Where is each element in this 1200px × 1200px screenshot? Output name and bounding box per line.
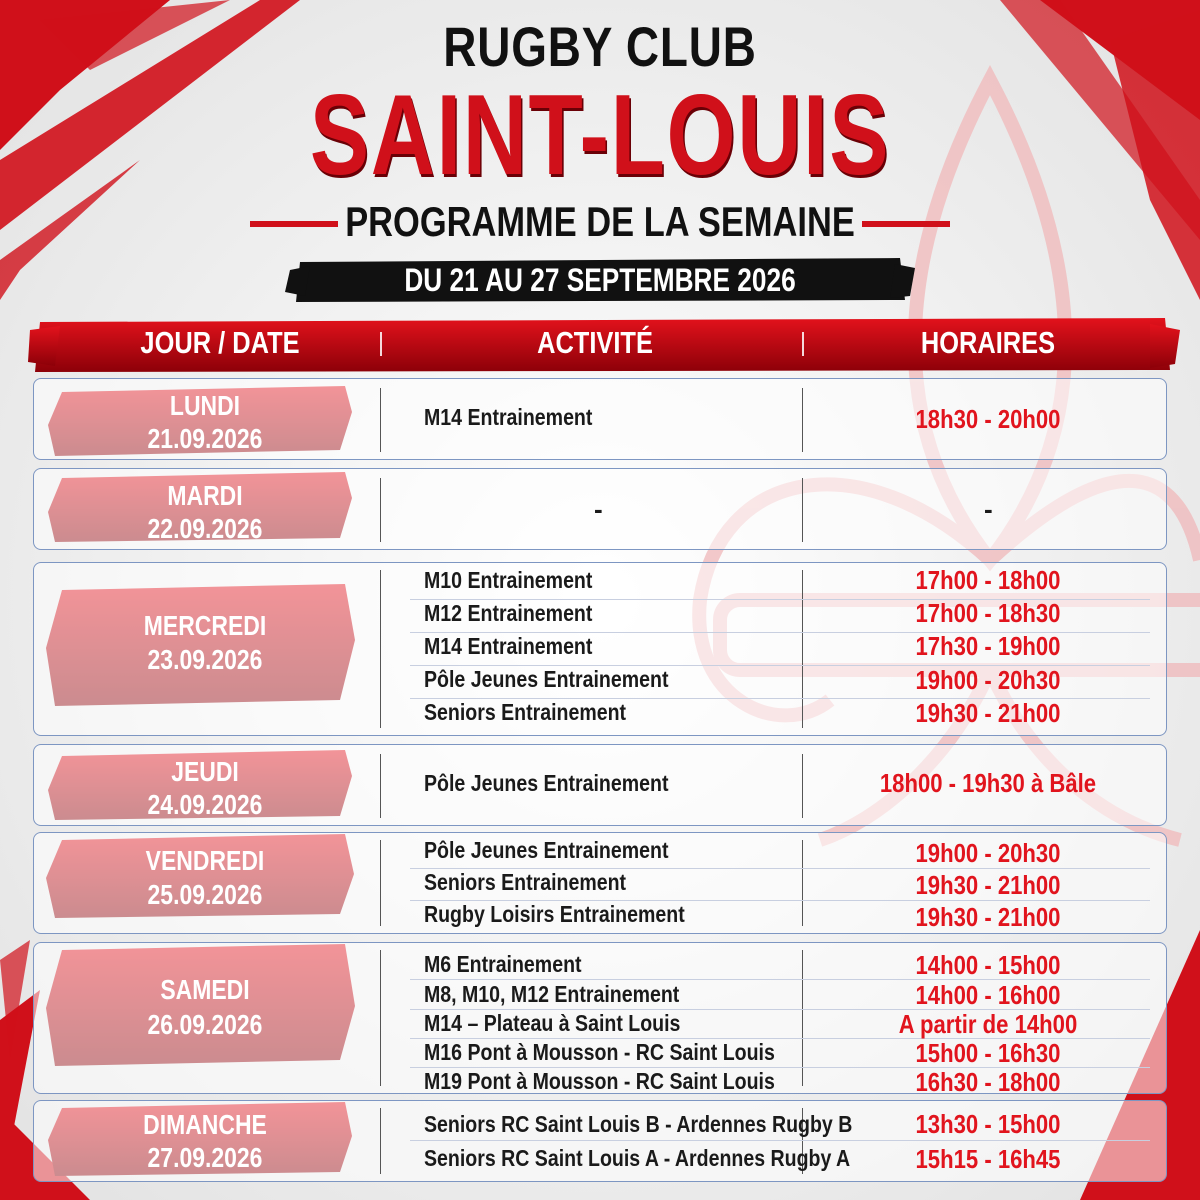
time-text: 19h00 - 20h30 (915, 838, 1061, 868)
row-divider (380, 754, 381, 818)
day-name: VENDREDI (145, 845, 265, 876)
time-text: 19h00 - 20h30 (915, 665, 1061, 695)
activity-text: M6 Entrainement (424, 951, 582, 977)
time-text: 17h00 - 18h30 (915, 598, 1061, 628)
activity-text: M10 Entrainement (424, 567, 593, 593)
time-text: 19h30 - 21h00 (915, 902, 1061, 932)
time-text: 18h00 - 19h30 à Bâle (879, 768, 1097, 798)
column-header-day: JOUR / DATE (140, 325, 300, 360)
activity-text: Seniors RC Saint Louis B - Ardennes Rugby B (424, 1111, 853, 1137)
date-range: DU 21 AU 27 SEPTEMBRE 2026 (404, 262, 796, 298)
day-name: MERCREDI (143, 610, 267, 641)
time-text: 15h15 - 16h45 (915, 1144, 1061, 1174)
club-name-title: SAINT-LOUIS (309, 72, 891, 199)
day-name: MARDI (167, 480, 243, 511)
activity-text: Pôle Jeunes Entrainement (424, 770, 669, 796)
row-divider (380, 840, 381, 926)
time-text: 16h30 - 18h00 (915, 1067, 1061, 1097)
activity-text: M12 Entrainement (424, 600, 593, 626)
day-date: 23.09.2026 (147, 644, 263, 675)
time-text: 13h30 - 15h00 (915, 1109, 1061, 1139)
activity-text: Rugby Loisirs Entrainement (424, 901, 685, 927)
activity-text: M14 Entrainement (424, 404, 593, 430)
activity-text: Seniors Entrainement (424, 699, 627, 725)
day-date: 25.09.2026 (147, 879, 263, 910)
day-name: JEUDI (171, 756, 239, 787)
row-divider (380, 478, 381, 542)
day-date: 24.09.2026 (147, 789, 263, 820)
activity-text: Seniors Entrainement (424, 869, 627, 895)
week-program-subtitle: PROGRAMME DE LA SEMAINE (345, 198, 855, 245)
time-text: 19h30 - 21h00 (915, 698, 1061, 728)
time-text: 14h00 - 15h00 (915, 950, 1061, 980)
day-name: DIMANCHE (143, 1109, 267, 1140)
row-divider (802, 754, 803, 818)
header-divider (380, 332, 382, 356)
time-text: 15h00 - 16h30 (915, 1038, 1061, 1068)
row-divider (802, 388, 803, 452)
row-divider (802, 570, 803, 728)
row-divider (802, 840, 803, 926)
day-date: 21.09.2026 (147, 423, 263, 454)
time-text: 14h00 - 16h00 (915, 980, 1061, 1010)
time-text: 17h30 - 19h00 (915, 631, 1061, 661)
row-divider (380, 570, 381, 728)
header-divider (802, 332, 804, 356)
club-line-title: RUGBY CLUB (443, 15, 757, 78)
activity-text: Pôle Jeunes Entrainement (424, 837, 669, 863)
day-name: SAMEDI (160, 974, 250, 1005)
time-text: A partir de 14h00 (898, 1009, 1078, 1039)
activity-text: Seniors RC Saint Louis A - Ardennes Rugby A (424, 1145, 851, 1171)
activity-text: M8, M10, M12 Entrainement (424, 981, 680, 1007)
day-name: LUNDI (169, 390, 241, 421)
column-header-time: HORAIRES (920, 325, 1056, 360)
time-text: 17h00 - 18h00 (915, 565, 1061, 595)
activity-text: Pôle Jeunes Entrainement (424, 666, 669, 692)
activity-text: M14 Entrainement (424, 633, 593, 659)
column-header-activity: ACTIVITÉ (537, 325, 653, 360)
activity-text: M19 Pont à Mousson - RC Saint Louis (424, 1068, 775, 1094)
subtitle-block (250, 198, 950, 250)
day-date: 22.09.2026 (147, 513, 263, 544)
entry-separator (410, 1140, 1150, 1141)
activity-text: M14 – Plateau à Saint Louis (424, 1010, 681, 1036)
activity-text: - (594, 494, 603, 524)
row-divider (380, 950, 381, 1086)
row-divider (802, 950, 803, 1086)
row-divider (802, 478, 803, 542)
time-text: 18h30 - 20h00 (915, 404, 1061, 434)
row-divider (380, 388, 381, 452)
day-date: 27.09.2026 (147, 1142, 263, 1173)
time-text: - (984, 494, 993, 524)
day-date: 26.09.2026 (147, 1009, 263, 1040)
time-text: 19h30 - 21h00 (915, 870, 1061, 900)
row-divider (380, 1108, 381, 1174)
activity-text: M16 Pont à Mousson - RC Saint Louis (424, 1039, 775, 1065)
